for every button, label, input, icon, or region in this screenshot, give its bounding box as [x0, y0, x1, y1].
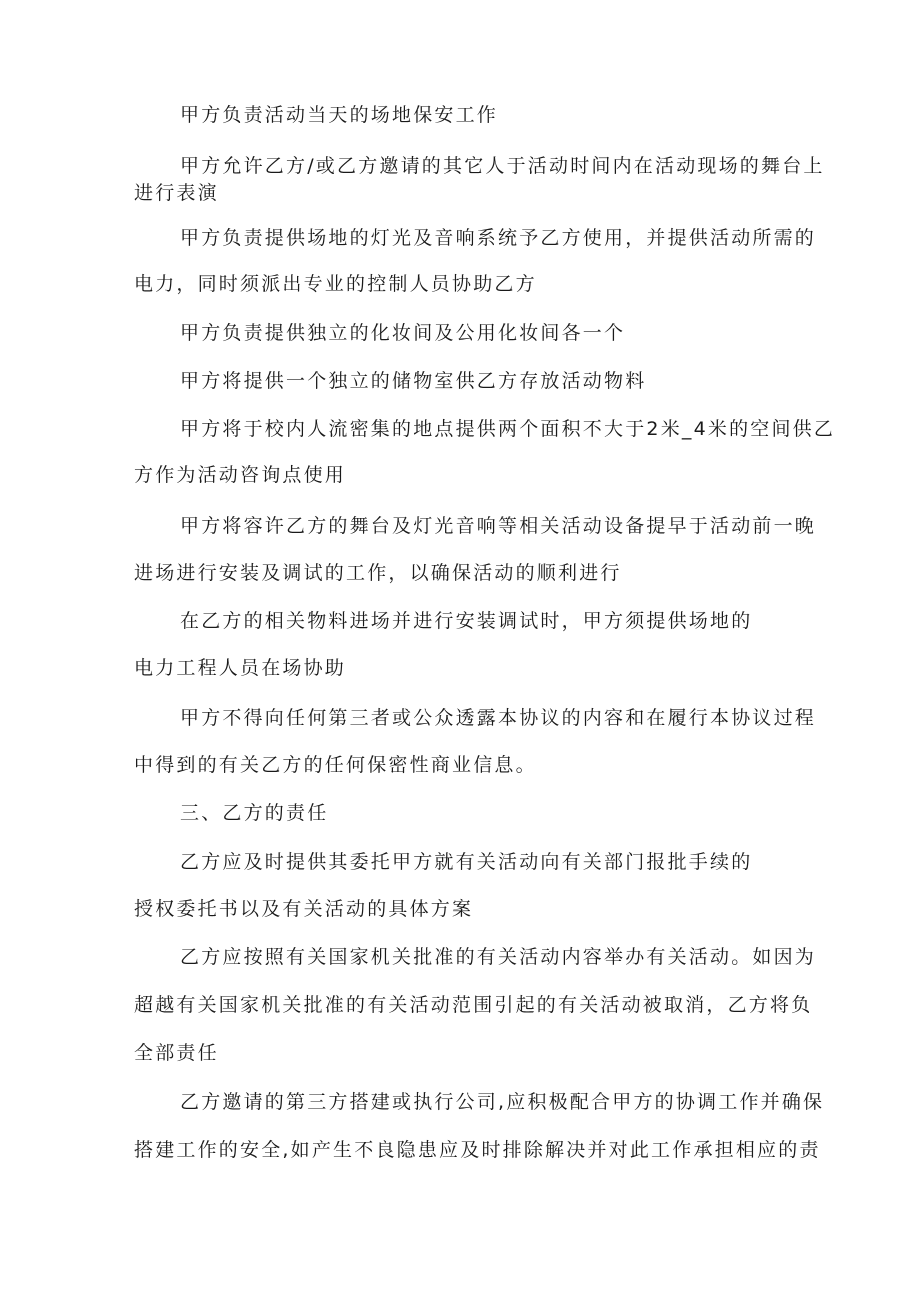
text-line: 进场进行安装及调试的工作，以确保活动的顺利进行 — [134, 562, 622, 584]
text-line: 乙方应按照有关国家机关批准的有关活动内容举办有关活动。如因为 — [180, 946, 817, 968]
text-line: 甲方负责提供场地的灯光及音响系统予乙方使用，并提供活动所需的 — [180, 227, 817, 249]
text-line: 在乙方的相关物料进场并进行安装调试时，甲方须提供场地的 — [180, 610, 753, 632]
text-line: 甲方允许乙方/或乙方邀请的其它人于活动时间内在活动现场的舞台上 — [180, 155, 825, 177]
text-line: 甲方不得向任何第三者或公众透露本协议的内容和在履行本协议过程 — [180, 707, 817, 729]
text-line: 超越有关国家机关批准的有关活动范围引起的有关活动被取消，乙方将负 — [134, 994, 813, 1016]
text-line: 进行表演 — [134, 182, 219, 204]
text-line: 搭建工作的安全,如产生不良隐患应及时排除解决并对此工作承担相应的责 — [134, 1139, 821, 1161]
text-line: 电力工程人员在场协助 — [134, 657, 347, 679]
text-line: 甲方将提供一个独立的储物室供乙方存放活动物料 — [180, 370, 647, 392]
text-line: 中得到的有关乙方的任何保密性商业信息。 — [134, 754, 537, 776]
text-line: 授权委托书以及有关活动的具体方案 — [134, 898, 474, 920]
section-heading: 三、乙方的责任 — [180, 802, 329, 824]
text-line: 甲方将于校内人流密集的地点提供两个面积不大于2米_4米的空间供乙 — [180, 418, 836, 440]
text-line: 甲方将容许乙方的舞台及灯光音响等相关活动设备提早于活动前一晚 — [180, 515, 817, 537]
text-line: 电力，同时须派出专业的控制人员协助乙方 — [134, 273, 537, 295]
text-line: 全部责任 — [134, 1042, 219, 1064]
text-line: 甲方负责活动当天的场地保安工作 — [180, 104, 499, 126]
text-line: 乙方邀请的第三方搭建或执行公司,应积极配合甲方的协调工作并确保 — [180, 1091, 825, 1113]
text-line: 乙方应及时提供其委托甲方就有关活动向有关部门报批手续的 — [180, 851, 753, 873]
text-line: 甲方负责提供独立的化妆间及公用化妆间各一个 — [180, 322, 626, 344]
text-line: 方作为活动咨询点使用 — [134, 464, 347, 486]
